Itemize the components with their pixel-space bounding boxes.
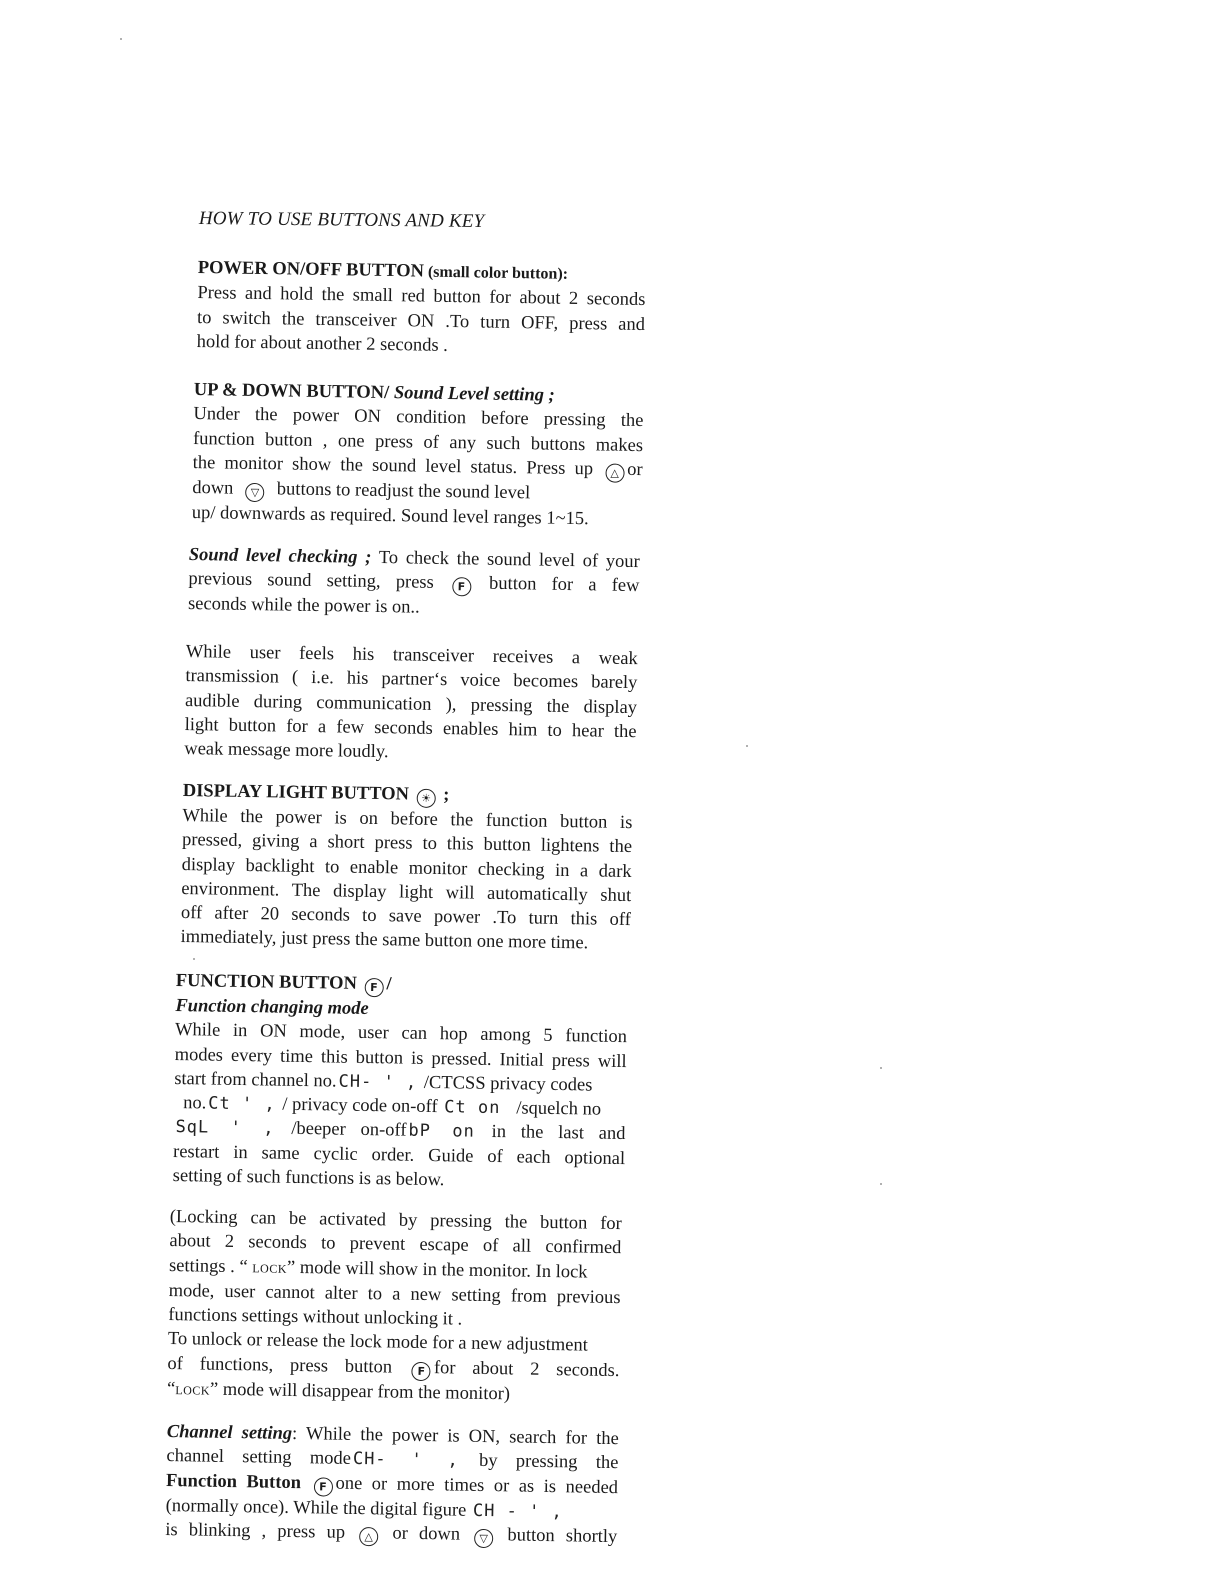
updown-line-3: the monitor show the sound level status. Press up △ or bbox=[192, 451, 642, 483]
updown-section bbox=[192, 378, 644, 532]
display-line-6: immediately, just press the same button one more time. bbox=[180, 927, 589, 954]
f-icon: F bbox=[364, 978, 383, 997]
power-section bbox=[196, 256, 645, 361]
locking-line-6: To unlock or release the lock mode for a new adjustment bbox=[167, 1329, 588, 1357]
lcd-bp-on: bP on bbox=[408, 1121, 475, 1143]
display-line-4: environment. The display light will automatically shut bbox=[181, 878, 632, 906]
power-heading: POWER ON/OFF BUTTON (small color button): bbox=[197, 257, 569, 283]
weak-line-4: light button for a few seconds enables him to hear the bbox=[184, 714, 637, 742]
function-line-5: SqL ' , /beeper on-offbP on in the last and bbox=[175, 1117, 626, 1145]
channel-line-1: Channel setting: While the power is ON, search for the bbox=[166, 1421, 619, 1450]
weak-section bbox=[184, 640, 638, 769]
scan-speck bbox=[193, 958, 195, 960]
up-arrow-icon: △ bbox=[605, 463, 624, 482]
channel-line-3: Function Button F one or more times or as is needed bbox=[165, 1470, 619, 1498]
channel-line-4: (normally once). While the digital figure CH - ' , bbox=[165, 1495, 563, 1522]
locking-line-1: (Locking can be activated by pressing the button for bbox=[169, 1206, 622, 1235]
lcd-channel: CH - ' , bbox=[472, 1500, 563, 1522]
updown-heading: UP & DOWN BUTTON/ Sound Level setting ; bbox=[193, 379, 555, 406]
function-heading: FUNCTION BUTTON F / bbox=[176, 969, 628, 1001]
check-section bbox=[188, 543, 640, 624]
display-line-5: off after 20 seconds to save power .To turn this off bbox=[180, 903, 631, 931]
power-line-3: hold for about another 2 seconds . bbox=[196, 331, 449, 356]
light-icon: ☀ bbox=[416, 789, 435, 808]
f-icon: F bbox=[313, 1477, 332, 1496]
f-icon: F bbox=[452, 577, 471, 596]
locking-line-2: about 2 seconds to prevent escape of all confirmed bbox=[169, 1231, 622, 1259]
locking-line-8: “LOCK” mode will disappear from the monitor) bbox=[166, 1378, 511, 1405]
lcd-ctcss: Ct ' , bbox=[208, 1093, 276, 1115]
locking-section bbox=[167, 1205, 622, 1409]
scan-speck bbox=[120, 38, 122, 40]
updown-line-5: up/ downwards as required. Sound level ranges 1~15. bbox=[191, 502, 589, 530]
lcd-ct-on: Ct on bbox=[444, 1097, 501, 1119]
updown-line-2: function button , one press of any such buttons makes bbox=[192, 428, 644, 456]
power-line-1: Press and hold the small red button for about 2 seconds bbox=[197, 283, 646, 311]
locking-line-7: of functions, press button F for about 2 seconds. bbox=[167, 1353, 620, 1381]
display-heading: DISPLAY LIGHT BUTTON ☀ ; bbox=[183, 779, 633, 811]
scan-speck bbox=[746, 745, 748, 747]
display-line-3: display backlight to enable monitor checking in a dark bbox=[181, 854, 632, 882]
display-line-1: While the power is on before the function button is bbox=[182, 805, 633, 834]
up-arrow-icon: △ bbox=[359, 1527, 378, 1546]
lcd-channel: CH- ' , bbox=[352, 1449, 459, 1471]
page-title: HOW TO USE BUTTONS AND KEY bbox=[198, 208, 485, 232]
function-line-2: modes every time this button is pressed. Initial press will bbox=[174, 1044, 627, 1072]
channel-section bbox=[165, 1420, 619, 1550]
weak-line-2: transmission ( i.e. his partner‘s voice becomes barely bbox=[185, 666, 638, 694]
function-section bbox=[173, 969, 628, 1195]
check-line-2: previous sound setting, press F button for a few bbox=[188, 569, 640, 597]
function-line-1: While in ON mode, user can hop among 5 function bbox=[174, 1020, 628, 1048]
function-line-6: restart in same cyclic order. Guide of each optional bbox=[172, 1141, 626, 1169]
f-icon: F bbox=[412, 1362, 431, 1381]
scan-speck bbox=[880, 1067, 882, 1069]
power-line-2: to switch the transceiver ON .To turn OFF, press and bbox=[196, 307, 646, 335]
check-line-3: seconds while the power is on.. bbox=[187, 594, 420, 618]
function-line-7: setting of such functions is as below. bbox=[172, 1166, 445, 1191]
locking-line-5: functions settings without unlocking it . bbox=[168, 1305, 463, 1330]
lock-word: LOCK bbox=[252, 1260, 288, 1276]
updown-line-1: Under the power ON condition before pressing the bbox=[193, 404, 644, 432]
lock-word: LOCK bbox=[175, 1382, 211, 1398]
function-line-3: start from channel no.CH- ' , /CTCSS privacy codes bbox=[174, 1068, 593, 1096]
locking-line-4: mode, user cannot alter to a new setting from previous bbox=[168, 1280, 621, 1308]
weak-line-1: While user feels his transceiver receives a weak bbox=[185, 641, 638, 670]
lcd-channel: CH- ' , bbox=[338, 1071, 418, 1093]
down-arrow-icon: ▽ bbox=[474, 1529, 493, 1548]
weak-line-3: audible during communication ), pressing the display bbox=[184, 690, 638, 718]
display-line-2: pressed, giving a short press to this button lightens the bbox=[181, 830, 633, 858]
check-line-1: Sound level checking ; To check the sound level of your bbox=[188, 544, 640, 573]
channel-line-2: channel setting modeCH- ' , by pressing the bbox=[166, 1446, 619, 1474]
down-arrow-icon: ▽ bbox=[245, 483, 264, 502]
locking-line-3: settings . “ LOCK” mode will show in the monitor. In lock bbox=[168, 1255, 588, 1283]
function-subheading: Function changing mode bbox=[175, 995, 369, 1020]
lcd-squelch: SqL ' , bbox=[175, 1117, 275, 1140]
display-section bbox=[180, 779, 633, 957]
weak-line-5: weak message more loudly. bbox=[184, 739, 389, 763]
scan-speck bbox=[880, 1183, 882, 1185]
function-line-4: no.Ct ' , / privacy code on-off Ct on /squelch no bbox=[182, 1093, 602, 1120]
updown-line-4: down ▽ buttons to readjust the sound level bbox=[192, 477, 531, 504]
channel-line-5: is blinking , press up △ or down ▽ button shortly bbox=[165, 1519, 618, 1547]
